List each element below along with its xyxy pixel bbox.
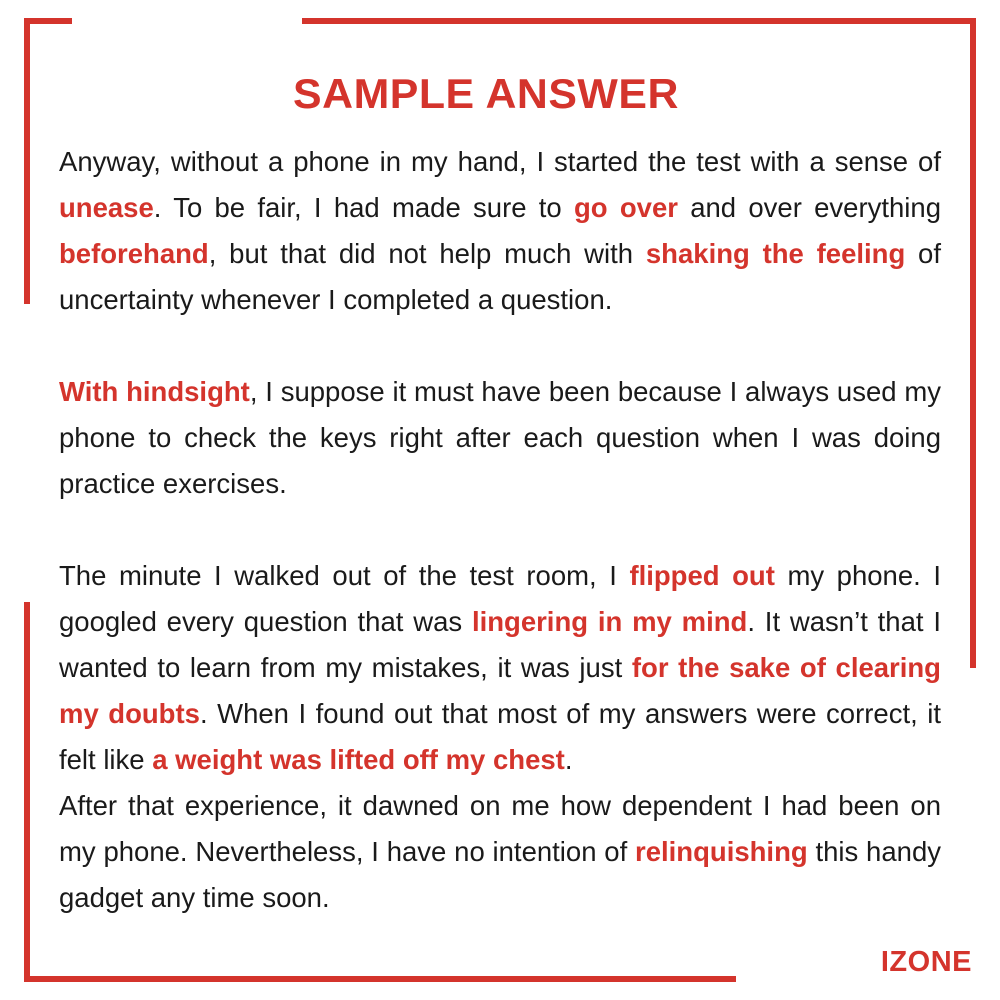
highlighted-phrase: for the sake of clearing my doubts	[59, 652, 941, 729]
frame-left-lower-bar	[24, 602, 30, 982]
paragraph-1	[59, 139, 941, 323]
frame-top-right-bar	[302, 18, 976, 24]
body-text: . It wasn’t that I wanted to learn from my mistakes, it was just	[59, 606, 941, 683]
highlighted-phrase: a weight was lifted off my chest	[152, 744, 565, 775]
highlighted-phrase: flipped out	[629, 560, 775, 591]
body-text: my phone. I googled every question that was	[59, 560, 941, 637]
highlighted-phrase: lingering in my mind	[471, 606, 748, 637]
body-text: The minute I walked out of the test room, I	[59, 560, 630, 591]
frame-left-upper-bar	[24, 18, 30, 304]
brand-logo-text: IZONE	[880, 946, 972, 978]
body-text: , but that did not help much with	[208, 238, 646, 269]
paragraph-3	[59, 553, 941, 783]
body-text: this handy gadget any time soon.	[59, 836, 941, 913]
highlighted-phrase: beforehand	[59, 238, 209, 269]
body-text: , I suppose it must have been because I always used my phone to check the keys right after each question when I was doing practice exercises.	[59, 376, 941, 499]
answer-text	[59, 139, 941, 921]
paragraph-4	[59, 783, 941, 921]
frame-top-left-bar	[24, 18, 72, 24]
page-title: SAMPLE ANSWER	[293, 70, 679, 117]
body-text: . To be fair, I had made sure to	[153, 192, 574, 223]
paragraph-2	[59, 369, 941, 507]
highlighted-phrase: With hindsight	[59, 376, 250, 407]
highlighted-phrase: unease	[59, 192, 154, 223]
body-text: of uncertainty whenever I completed a question.	[59, 238, 941, 315]
body-text: .	[564, 744, 573, 775]
highlighted-phrase: relinquishing	[635, 836, 808, 867]
body-text: Anyway, without a phone in my hand, I started the test with a sense of	[59, 146, 941, 177]
body-text: After that experience, it dawned on me how dependent I had been on my phone. Nevertheless, I have no intention of	[59, 790, 941, 867]
frame-bottom-bar	[24, 976, 736, 982]
body-text: and over everything	[677, 192, 941, 223]
highlighted-phrase: shaking the feeling	[645, 238, 906, 269]
highlighted-phrase: go over	[574, 192, 678, 223]
body-text: . When I found out that most of my answers were correct, it felt like	[59, 698, 942, 775]
